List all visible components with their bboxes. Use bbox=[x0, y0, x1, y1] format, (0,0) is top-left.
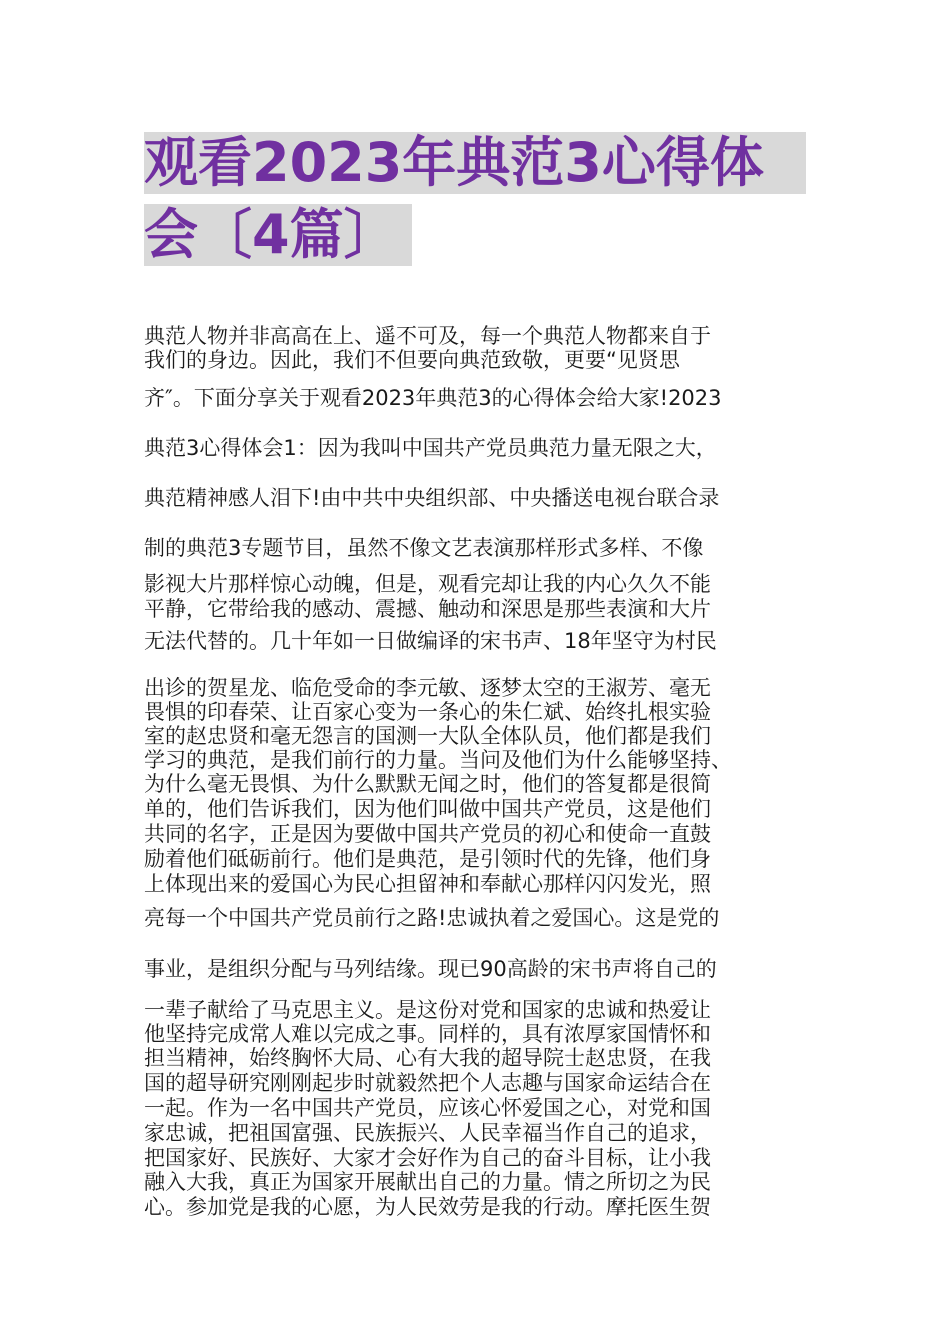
body-line: 一起。作为一名中国共产党员，应该心怀爱国之心，对党和国 bbox=[144, 1096, 711, 1120]
body-line: 平静，它带给我的感动、震撼、触动和深思是那些表演和大片 bbox=[144, 597, 711, 621]
body-line: 励着他们砥砺前行。他们是典范，是引领时代的先锋，他们身 bbox=[144, 847, 711, 871]
body-line: 典范人物并非高高在上、遥不可及，每一个典范人物都来自于 bbox=[144, 324, 711, 348]
body-line: 典范精神感人泪下!由中共中央组织部、中央播送电视台联合录 bbox=[144, 486, 720, 510]
body-line: 出诊的贺星龙、临危受命的李元敏、逐梦太空的王淑芳、毫无 bbox=[144, 676, 711, 700]
body-line: 一辈子献给了马克思主义。是这份对党和国家的忠诚和热爱让 bbox=[144, 998, 711, 1022]
body-line: 无法代替的。几十年如一日做编译的宋书声、18年坚守为村民 bbox=[144, 629, 717, 653]
body-line: 担当精神，始终胸怀大局、心有大我的超导院士赵忠贤，在我 bbox=[144, 1046, 711, 1070]
body-line: 他坚持完成常人难以完成之事。同样的，具有浓厚家国情怀和 bbox=[144, 1022, 711, 1046]
body-line: 齐″。下面分享关于观看2023年典范3的心得体会给大家!2023 bbox=[144, 386, 722, 410]
body-line: 为什么毫无畏惧、为什么默默无闻之时，他们的答复都是很简 bbox=[144, 772, 711, 796]
body-line: 畏惧的印春荣、让百家心变为一条心的朱仁斌、始终扎根实验 bbox=[144, 700, 711, 724]
body-line: 上体现出来的爱国心为民心担留神和奉献心那样闪闪发光，照 bbox=[144, 872, 711, 896]
body-line: 单的，他们告诉我们，因为他们叫做中国共产党员，这是他们 bbox=[144, 797, 711, 821]
body-line: 国的超导研究刚刚起步时就毅然把个人志趣与国家命运结合在 bbox=[144, 1071, 711, 1095]
body-line: 亮每一个中国共产党员前行之路!忠诚执着之爱国心。这是党的 bbox=[144, 906, 720, 930]
body-line: 制的典范3专题节目，虽然不像文艺表演那样形式多样、不像 bbox=[144, 536, 704, 560]
document-title-line-1: 观看2023年典范3心得体 bbox=[144, 132, 806, 194]
body-line: 学习的典范，是我们前行的力量。当问及他们为什么能够坚持、 bbox=[144, 748, 732, 772]
body-line: 影视大片那样惊心动魄，但是，观看完却让我的内心久久不能 bbox=[144, 572, 711, 596]
body-line: 事业，是组织分配与马列结缘。现已90高龄的宋书声将自己的 bbox=[144, 957, 717, 981]
body-line: 室的赵忠贤和毫无怨言的国测一大队全体队员，他们都是我们 bbox=[144, 724, 711, 748]
body-line: 典范3心得体会1：因为我叫中国共产党员典范力量无限之大， bbox=[144, 436, 717, 460]
body-line: 家忠诚，把祖国富强、民族振兴、人民幸福当作自己的追求， bbox=[144, 1121, 711, 1145]
document-title-line-2: 会〔4篇〕 bbox=[144, 204, 412, 266]
body-line: 共同的名字，正是因为要做中国共产党员的初心和使命一直鼓 bbox=[144, 822, 711, 846]
body-line: 融入大我，真正为国家开展献出自己的力量。情之所切之为民 bbox=[144, 1170, 711, 1194]
body-line: 把国家好、民族好、大家才会好作为自己的奋斗目标，让小我 bbox=[144, 1146, 711, 1170]
body-line: 心。参加党是我的心愿，为人民效劳是我的行动。摩托医生贺 bbox=[144, 1195, 711, 1219]
body-line: 我们的身边。因此，我们不但要向典范致敬，更要“见贤思 bbox=[144, 348, 680, 372]
